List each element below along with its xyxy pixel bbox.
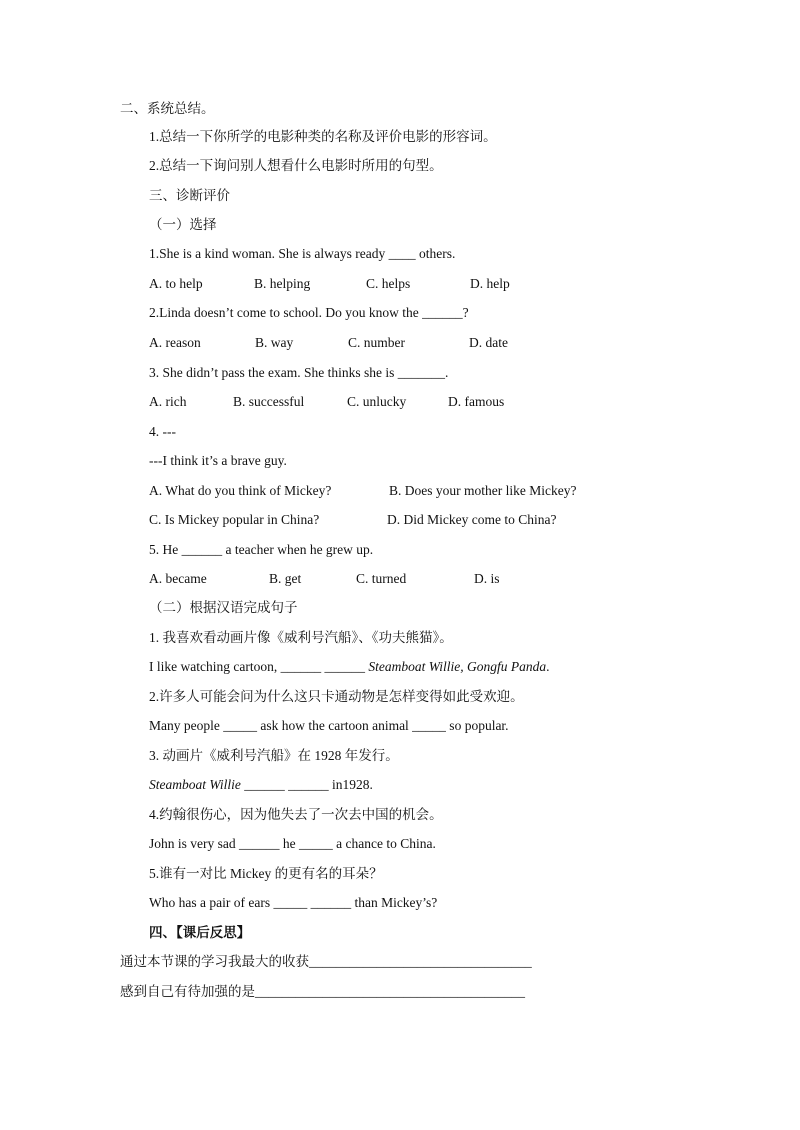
section-4-title: 四、【课后反思】	[149, 925, 251, 940]
option-a: A. became	[149, 571, 207, 586]
translation-3-chinese: 3. 动画片《威利号汽船》在 1928 年发行。	[149, 748, 399, 763]
option-b: B. way	[255, 335, 294, 350]
option-c: C. unlucky	[347, 394, 407, 409]
question-3-options	[149, 393, 504, 411]
section-2-item-2: 2.总结一下询问别人想看什么电影时所用的句型。	[149, 158, 443, 173]
translation-2-chinese: 2.许多人可能会问为什么这只卡通动物是怎样变得如此受欢迎。	[149, 689, 524, 704]
option-a: A. What do you think of Mickey?	[149, 483, 332, 498]
translation-4-english: John is very sad ______ he _____ a chance to China.	[149, 836, 436, 851]
part-1-title: （一）选择	[149, 217, 217, 232]
option-b: B. helping	[254, 276, 311, 291]
translation-3-english	[149, 776, 373, 794]
translation-4-chinese: 4.约翰很伤心，因为他失去了一次去中国的机会。	[149, 807, 443, 822]
translation-2-english: Many people _____ ask how the cartoon animal _____ so popular.	[149, 718, 509, 733]
option-b: B. get	[269, 571, 302, 586]
option-c: C. number	[348, 335, 405, 350]
question-4-options-row-1	[149, 482, 576, 500]
question-3: 3. She didn’t pass the exam. She thinks she is _______.	[149, 365, 449, 380]
reflection-gain-line: 通过本节课的学习我最大的收获_________________________________	[120, 954, 532, 969]
option-b: B. successful	[233, 394, 305, 409]
translation-1-prefix: I like watching cartoon, ______ ______	[149, 659, 369, 674]
option-a: A. reason	[149, 335, 201, 350]
option-b: B. Does your mother like Mickey?	[389, 483, 577, 498]
translation-5-english: Who has a pair of ears _____ ______ than Mickey’s?	[149, 895, 438, 910]
option-a: A. rich	[149, 394, 187, 409]
question-2: 2.Linda doesn’t come to school. Do you know the ______?	[149, 305, 469, 320]
question-5-options	[149, 570, 500, 588]
question-1-options	[149, 275, 510, 293]
section-2-item-1: 1.总结一下你所学的电影种类的名称及评价电影的形容词。	[149, 129, 497, 144]
translation-1-english	[149, 658, 549, 676]
option-a: A. to help	[149, 276, 203, 291]
question-2-options	[149, 334, 508, 352]
translation-3-suffix: ______ ______ in1928.	[240, 777, 373, 792]
question-1: 1.She is a kind woman. She is always ready ____ others.	[149, 246, 456, 261]
question-5: 5. He ______ a teacher when he grew up.	[149, 542, 374, 557]
option-d: D. is	[474, 571, 500, 586]
translation-1-suffix: .	[546, 659, 550, 674]
translation-1-chinese: 1. 我喜欢看动画片像《威利号汽船》、《功夫熊猫》。	[149, 630, 453, 645]
question-4-options-row-2	[149, 511, 556, 529]
part-2-title: （二）根据汉语完成句子	[149, 600, 298, 615]
translation-3-italic: Steamboat Willie	[149, 777, 241, 792]
question-4: 4. ---	[149, 424, 176, 439]
section-2-title: 二、系统总结。	[120, 101, 215, 116]
option-d: D. date	[469, 335, 508, 350]
translation-1-italic: Steamboat Willie, Gongfu Panda	[368, 659, 547, 674]
option-c: C. Is Mickey popular in China?	[149, 512, 320, 527]
option-c: C. turned	[356, 571, 407, 586]
option-d: D. famous	[448, 394, 505, 409]
option-d: D. Did Mickey come to China?	[387, 512, 557, 527]
question-4-dialog: ---I think it’s a brave guy.	[149, 453, 287, 468]
option-d: D. help	[470, 276, 510, 291]
reflection-improve-line: 感到自己有待加强的是________________________________________	[120, 984, 525, 999]
section-3-title: 三、诊断评价	[149, 188, 230, 203]
translation-5-chinese: 5.谁有一对比 Mickey 的更有名的耳朵？	[149, 866, 383, 881]
option-c: C. helps	[366, 276, 411, 291]
